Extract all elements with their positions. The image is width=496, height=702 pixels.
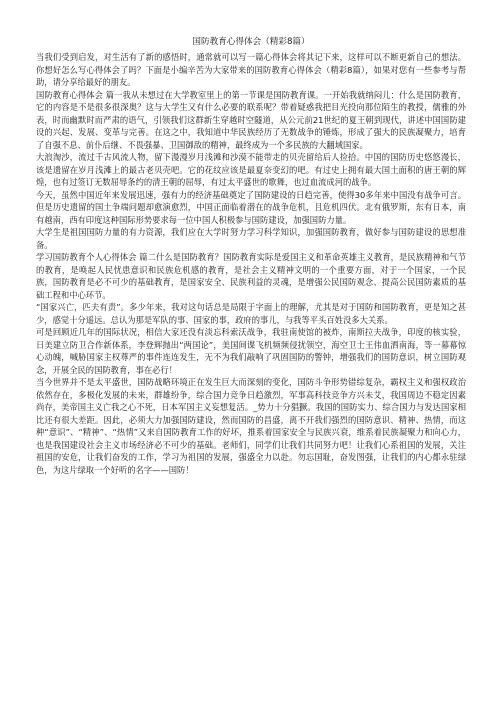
paragraph-students-role: 大学生是祖国国防力量的有力资源，我们应在大学时努力学习科学知识，加强国防教育，做好参与国防建设的思想准备。 (36, 227, 466, 250)
paragraph-intro: 当我们受到启发，对生活有了新的感悟时，通常就可以写一篇心得体会将其记下来，这样可以不断更新自己的想法。你想好怎么写心得体会了吗？下面是小编辛苦为大家带来的国防教育心得体会（精彩8篇），如果对您有一些参考与帮助，请分享给最好的朋友。 (36, 52, 466, 87)
paragraph-essay-1: 国防教育心得体会 篇一我从未想过在大学教室里上的第一节课是国防教育课。一开始我就纳闷儿：什么是国防教育，它的内容是不是很多很深奥？这与大学生又有什么必要的联系呢？带着疑惑我把目光投向那位陌生的教授，儒雅的外表，时而幽默时而严肃的语气，引领我们这群新生穿越时空隧道，从公元前21世纪的夏王朝到现代，讲述中国国防建设的兴起、发展、变革与完善。在这之中，我知道中华民族经历了无数战争的锤炼，形成了强大的民族凝聚力，培育了自强不息、前仆后继、不畏强暴、卫国御敌的精神，最终成为一个多民族的大翻域国家。 (36, 89, 466, 150)
paragraph-current-situation: 今天，虽然中国近年来发展迅速，强有力的经济基础奠定了国防建设的日趋完善，使得30多年来中国没有战争可言。但是历史遗留的国土争端问题却愈演愈烈，中国正面临着潜在的战争危机，且危机四伏。北有俄罗斯，东有日本，南有越南，西有印度这种国际形势要求每一位中国人积极参与国防建设，加强国防力量。 (36, 189, 466, 225)
paragraph-history: 大浪淘沙，流过千古风流人物，留下漫漫岁月浅滩和沙漠不能带走的贝壳留给后人捡拾。中国的国防历史悠悠漫长，该是遗留在岁月浅滩上的最古老贝壳吧。它的花纹应该是最夏奈变幻的吧。有过史上拥有最大国土面积的唐王朝的辉煌，也有过签订无数屈辱条约的清王朝的屈辱，有过太平盛世的歌舞，也过血流成河的战争。 (36, 152, 466, 187)
document-title: 国防教育心得体会（精彩8篇） (192, 37, 310, 47)
paragraph-quote: “国家兴亡，匹夫有责”。多少年来，我对这句话总是局限于字面上的理解，尤其是对于国防和国防教育，更是知之甚少，感觉十分遥远。总认为那是军队的事、国家的事，政府的事儿，与我等平头百姓没多大关系。 (36, 302, 466, 325)
paragraph-conclusion: 当今世界并不是太平盛世，国防战略环境正在发生巨大而深刻的变化，国防斗争形势错综复杂，霸权主义和强权政治依然存在，多极化发展的未来，群雄纷争，综合国力竞争日趋激烈，军事高科技竞争方兴未艾，我国周边不稳定因素尚存，美帝国主义亡我之心不死，日本军国主义妄想复活。_势力十分猖獗。我国的国防实力、综合国力与发达国家相比还有很大差距。因此，必须大力加强国防建设，然而国防的昌盛，离不开我们强烈的国防意识、精神、热情，而这种“意识”、“精神”、“热情”又来自国防教育工作的好坏，推系着国家安全与民族兴衰，维系着民族凝聚力和向心力，也是我国建设社会主义市场经济必不可少的基础。老师们，同学们让我们共同努力吧！让我们心系祖国的发展，关注祖国的安危，让我们奋发的工作，学习为祖国的发展，强盛全力以赴。勿忘国耻，奋发图强，让我们的内心都永驻绿色，为这片绿取一个好听的名字——国防！ (36, 377, 466, 475)
paragraph-essay-2: 学习国防教育个人心得体会 篇二什么是国防教育？国防教育实际是爱国主义和革命英雄主义教育，是民族精神和气节的教育，是唤起人民忧患意识和民族危机感的教育，是社会主义精神文明的一个重要方面，对于一个国家，一个民族，国防教育是必不可少的基础教育，是国家安全、民族利益的灵魂，是增强公民国防观念、提高公民国防素质的基础工程和中心环节。 (36, 252, 466, 300)
paragraph-international-events: 可是回顾近几年的国际状况，相信大家还没有淡忘科索沃战争，我驻南使馆的被炸，南斯拉夫战争，印度的核实验，日美建立防卫合作新体系，李登辉抛出“两国论”，美国间谍飞机频频侵扰领空，海空卫士王伟血洒南海，等一幕幕惊心动魄，喊胁国家主权尊严的事件连连发生，无不为我们敲响了巩固国防的警钟，增强我们的国防意识，树立国防观念，开展全民的国防教育，事在必行！ (36, 327, 466, 375)
